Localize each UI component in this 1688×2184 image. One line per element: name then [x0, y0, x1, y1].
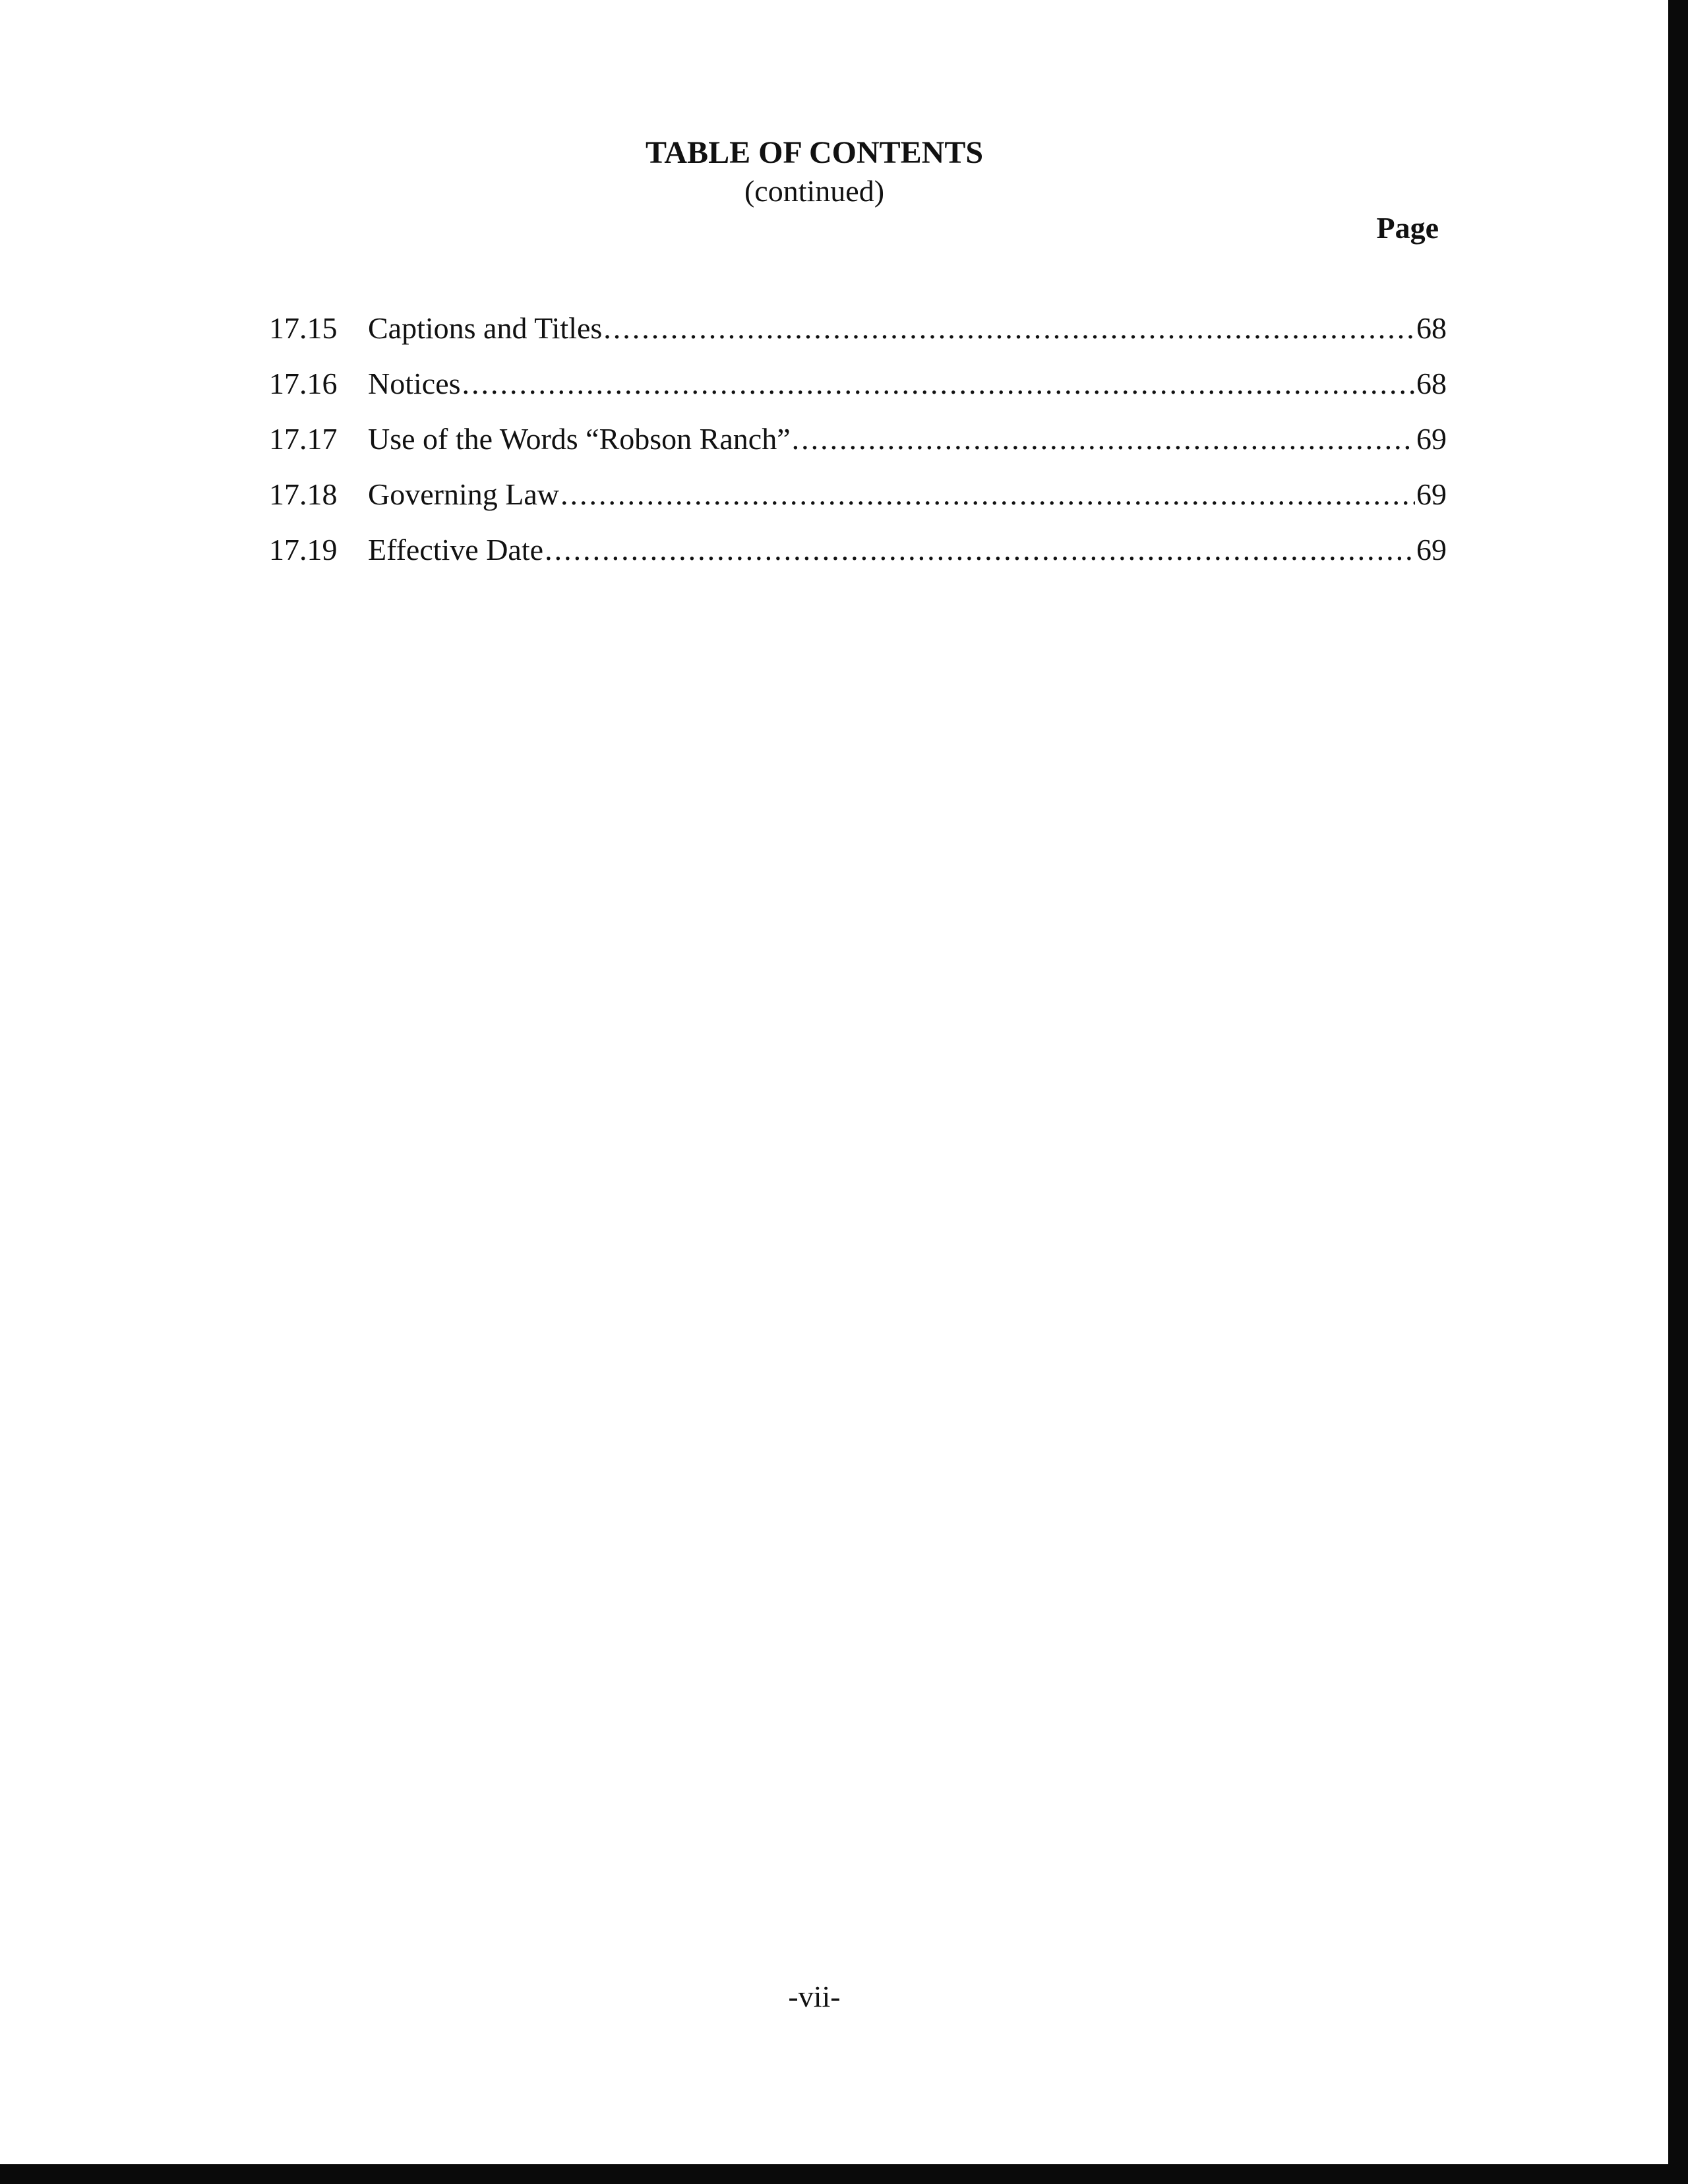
scan-border-right	[1668, 0, 1688, 2184]
toc-entry	[269, 310, 1447, 365]
toc-list	[269, 310, 1447, 587]
dot-leader	[560, 476, 1415, 513]
toc-entry	[269, 421, 1447, 476]
toc-entry-page: 69	[1416, 422, 1447, 456]
toc-entry-page: 68	[1416, 367, 1447, 400]
toc-entry-number: 17.19	[269, 533, 338, 566]
toc-entry-page: 69	[1416, 533, 1447, 566]
toc-entry-number: 17.16	[269, 367, 338, 400]
toc-entry-title: Effective Date	[368, 533, 544, 566]
dot-leader	[462, 365, 1415, 402]
dot-leader	[792, 421, 1415, 458]
page-number: -vii-	[788, 1980, 841, 2013]
toc-entry-number: 17.17	[269, 422, 338, 456]
toc-entry-number: 17.15	[269, 311, 338, 345]
toc-entry	[269, 365, 1447, 421]
dot-leader	[545, 531, 1415, 568]
toc-entry-number: 17.18	[269, 477, 338, 511]
toc-entry-title: Captions and Titles	[368, 311, 603, 345]
toc-entry-title: Notices	[368, 367, 461, 400]
toc-entry	[269, 476, 1447, 531]
toc-entry	[269, 531, 1447, 587]
dot-leader	[603, 310, 1415, 347]
toc-title: TABLE OF CONTENTS	[645, 135, 984, 170]
toc-entry-page: 69	[1416, 477, 1447, 511]
toc-entry-title: Use of the Words “Robson Ranch”	[368, 422, 791, 456]
page-column-header: Page	[1376, 211, 1439, 245]
toc-entry-page: 68	[1416, 311, 1447, 345]
scan-border-bottom	[0, 2164, 1688, 2184]
toc-entry-title: Governing Law	[368, 477, 559, 511]
toc-subtitle: (continued)	[744, 174, 885, 208]
